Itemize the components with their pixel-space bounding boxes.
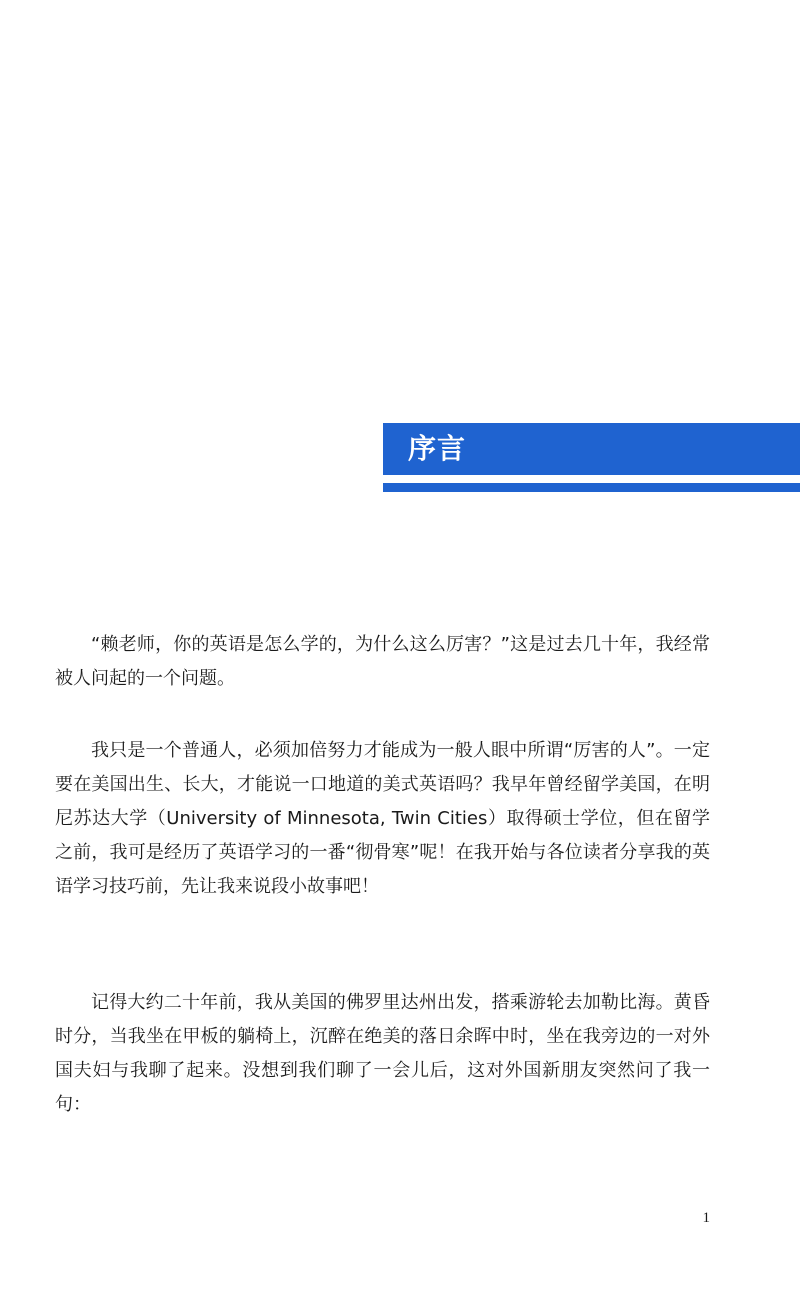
title-underline-bar (383, 483, 800, 492)
chapter-title: 序言 (408, 432, 467, 465)
paragraph: 我只是一个普通人，必须加倍努力才能成为一般人眼中所谓“厉害的人”。一定要在美国出生、长大，才能说一口地道的美式英语吗？我早年曾经留学美国，在明尼苏达大学（University of Minnesota, Twin Cities）取得硕士学位，但在留学之前，我可是经历了英语学习的一番“彻骨寒”呢！在我开始与各位读者分享我的英语学习技巧前，先让我来说段小故事吧！ (55, 740, 710, 897)
paragraph: 记得大约二十年前，我从美国的佛罗里达州出发，搭乘游轮去加勒比海。黄昏时分，当我坐在甲板的躺椅上，沉醉在绝美的落日余晖中时，坐在我旁边的一对外国夫妇与我聊了起来。没想到我们聊了一会儿后，这对外国新朋友突然问了我一句： (55, 992, 710, 1115)
page-number: 1 (702, 1210, 710, 1226)
chapter-title-banner (383, 423, 800, 475)
paragraph: “赖老师，你的英语是怎么学的，为什么这么厉害？”这是过去几十年，我经常被人问起的一个问题。 (55, 634, 710, 689)
